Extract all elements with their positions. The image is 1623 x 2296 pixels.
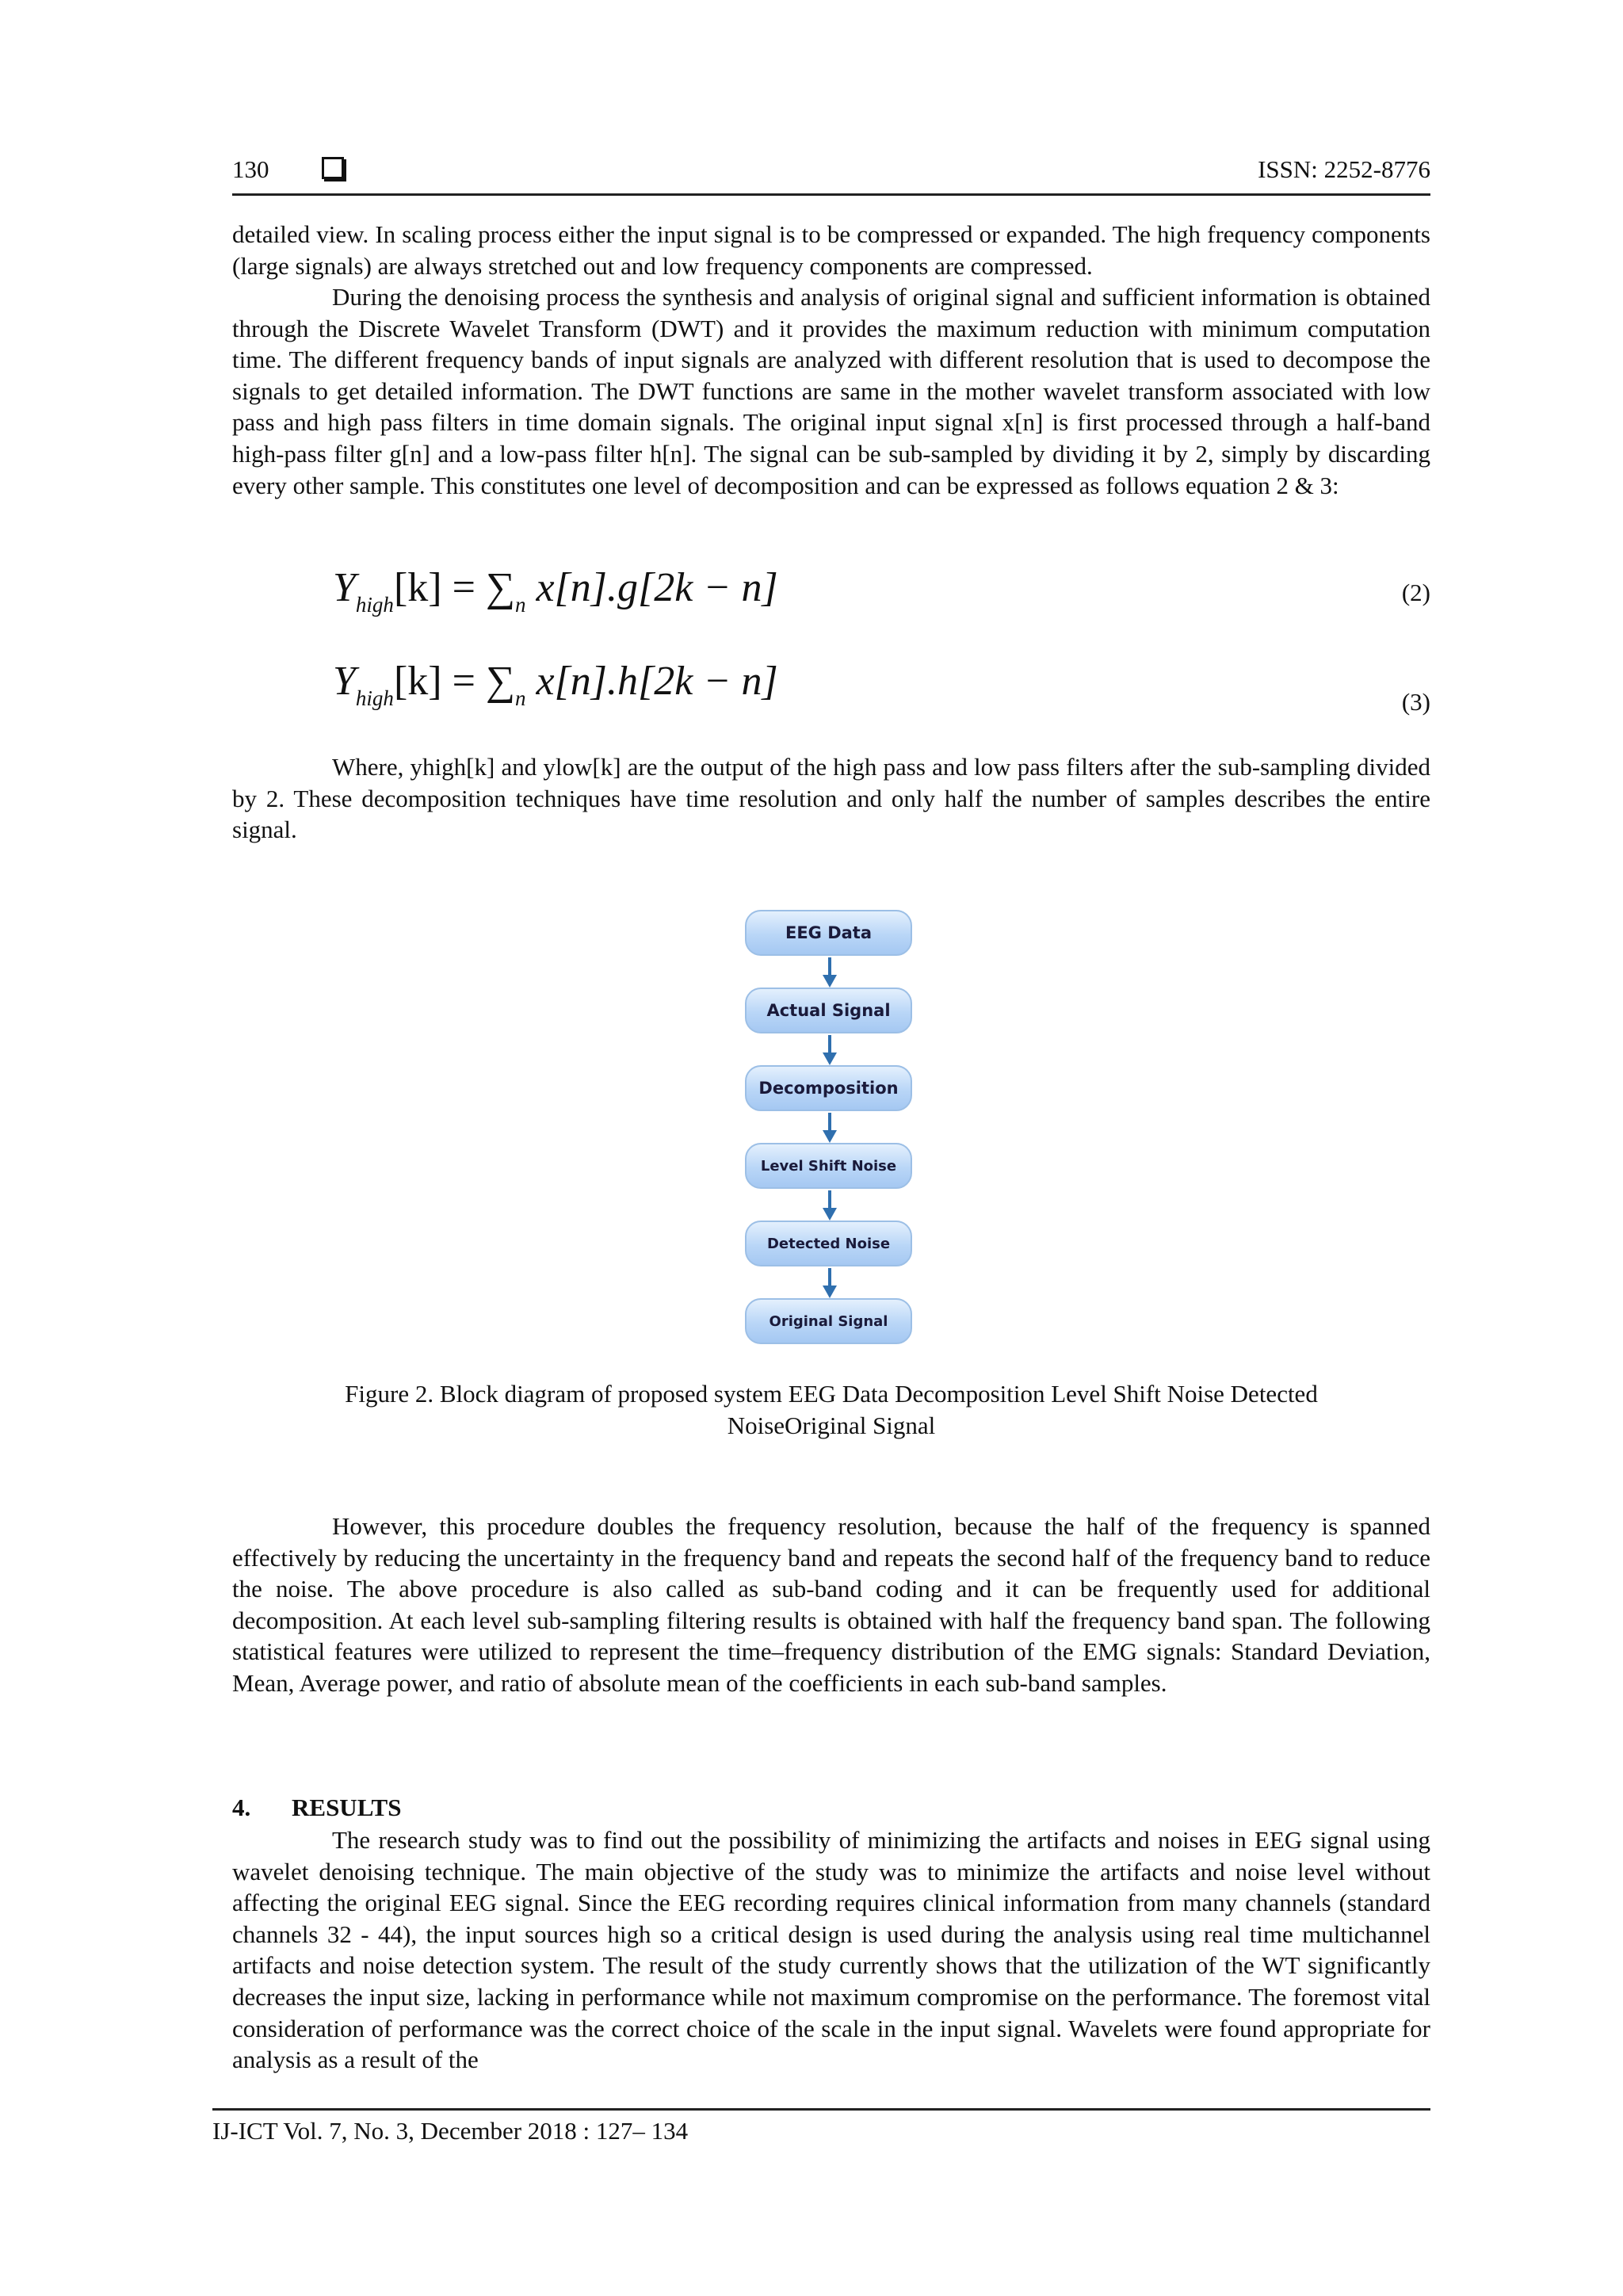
eq3-fn: h	[617, 659, 639, 704]
flow-box-eeg-data: EEG Data	[745, 910, 912, 956]
equation-2	[333, 564, 778, 617]
eq3-y: Y	[333, 659, 356, 704]
equation-3	[333, 658, 778, 711]
checkbox-square-icon	[322, 157, 344, 179]
arrow-down-icon	[822, 957, 838, 989]
flow-box-detected-noise: Detected Noise	[745, 1221, 912, 1266]
equation-3-number: (3)	[1401, 688, 1430, 716]
page-number: 130	[232, 155, 269, 183]
block-diagram	[745, 910, 915, 1350]
eq2-rhs: [2k − n]	[638, 565, 778, 610]
eq2-fn: g	[617, 565, 639, 610]
eq3-x: x[n].	[525, 659, 618, 704]
figure-caption-line-1: Figure 2. Block diagram of proposed system EEG Data Decomposition Level Shift Noise Detected	[345, 1380, 1318, 1408]
paragraph-3: Where, yhigh[k] and ylow[k] are the output of the high pass and low pass filters after the sub-sampling divided by 2. These decomposition techniques have time resolution and only half the number of samples describes the entire signal.	[232, 753, 1430, 844]
page-footer	[212, 2108, 1430, 2145]
eq3-lhs: [k] = ∑	[393, 659, 515, 704]
page-header	[232, 152, 1430, 196]
flow-box-level-shift-noise: Level Shift Noise	[745, 1143, 912, 1189]
footer-citation: IJ-ICT Vol. 7, No. 3, December 2018 : 127– 134	[212, 2117, 689, 2145]
equation-2-number: (2)	[1401, 579, 1430, 606]
eq3-rhs: [2k − n]	[638, 659, 778, 704]
paragraph-1: detailed view. In scaling process either the input signal is to be compressed or expanded. The high frequency components (large signals) are always stretched out and low frequency components are compressed.	[232, 220, 1430, 280]
paragraph-2: During the denoising process the synthesis and analysis of original signal and sufficient information is obtained through the Discrete Wavelet Transform (DWT) and it provides the maximum reduction with minimum computation time. The different frequency bands of input signals are analyzed with different resolution that is used to decompose the signals to get detailed information. The DWT functions are same in the mother wavelet transform associated with low pass and high pass filters in time domain signals. The original input signal x[n] is first processed through a half-band high-pass filter g[n] and a low-pass filter h[n]. The signal can be sub-sampled by dividing it by 2, simply by discarding every other sample. This constitutes one level of decomposition and can be expressed as follows equation 2 & 3:	[232, 283, 1430, 499]
flow-box-original-signal: Original Signal	[745, 1298, 912, 1344]
eq2-lhs: [k] = ∑	[393, 565, 515, 610]
arrow-down-icon	[822, 1035, 838, 1067]
section-number: 4.	[232, 1794, 251, 1821]
eq2-x: x[n].	[525, 565, 618, 610]
eq2-n: n	[514, 593, 526, 617]
eq3-sub: high	[355, 686, 394, 710]
figure-caption-line-2: NoiseOriginal Signal	[727, 1412, 936, 1439]
arrow-down-icon	[822, 1113, 838, 1144]
paragraph-5: The research study was to find out the possibility of minimizing the artifacts and noises in EEG signal using wavelet denoising technique. The main objective of the study was to minimize the artifacts and noise level without affecting the original EEG signal. Since the EEG recording requires clinical information from many channels (standard channels 32 - 44), the input sources high so a critical design is used during the analysis using real time multichannel artifacts and noise detection system. The result of the study currently shows that the utilization of the WT significantly decreases the input size, lacking in performance while not maximum compromise on the performance. The foremost vital consideration of performance was the correct choice of the scale in the input signal. Wavelets were found appropriate for analysis as a result of the	[232, 1826, 1430, 2074]
flow-box-decomposition: Decomposition	[745, 1065, 912, 1111]
issn-label: ISSN: 2252-8776	[1258, 155, 1430, 183]
figure-caption	[232, 1378, 1430, 1442]
section-heading	[232, 1794, 401, 1822]
flow-box-actual-signal: Actual Signal	[745, 988, 912, 1033]
paragraph-4: However, this procedure doubles the frequency resolution, because the half of the frequency is spanned effectively by reducing the uncertainty in the frequency band and repeats the second half of the frequency band to reduce the noise. The above procedure is also called as sub-band coding and it can be frequently used for additional decomposition. At each level sub-sampling filtering results is obtained with half the frequency band span. The following statistical features were utilized to represent the time–frequency distribution of the EMG signals: Standard Deviation, Mean, Average power, and ratio of absolute mean of the coefficients in each sub-band samples.	[232, 1512, 1430, 1697]
eq2-y: Y	[333, 565, 356, 610]
section-title: RESULTS	[292, 1794, 402, 1821]
eq2-sub: high	[355, 593, 394, 617]
eq3-n: n	[514, 686, 526, 710]
arrow-down-icon	[822, 1190, 838, 1222]
arrow-down-icon	[822, 1268, 838, 1300]
